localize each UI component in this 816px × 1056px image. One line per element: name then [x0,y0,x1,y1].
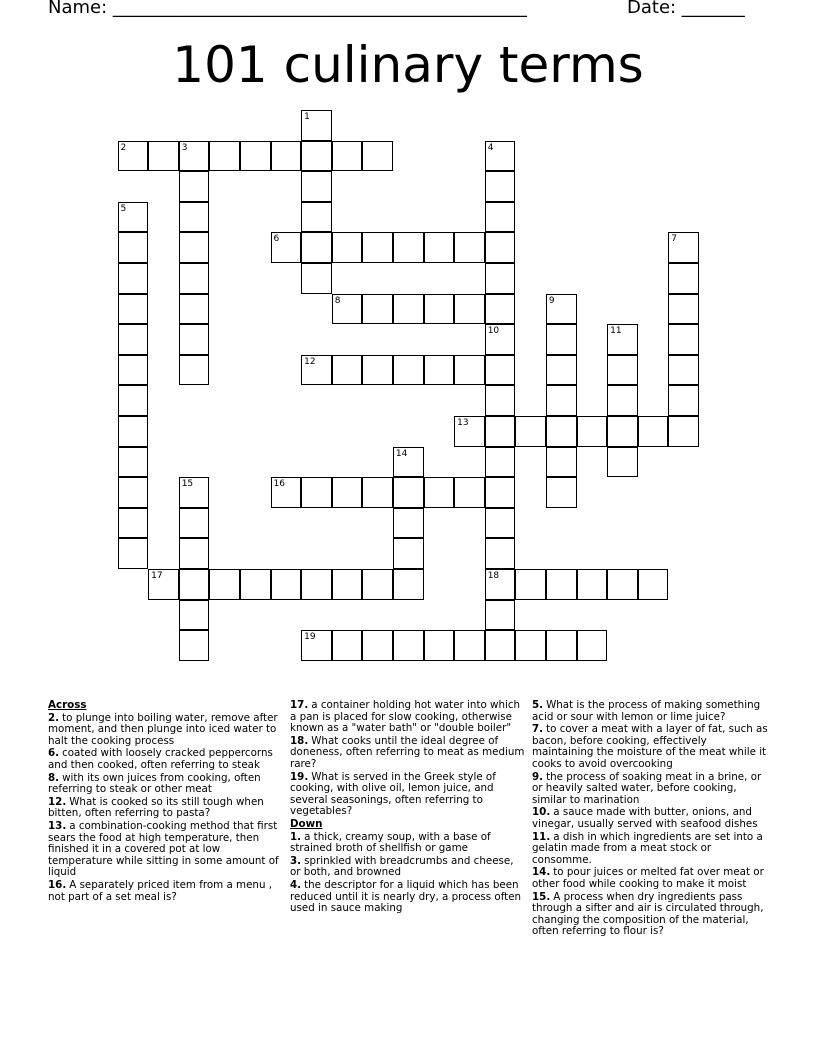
clues-column-3 [532,700,768,939]
clue-number: 13 [457,418,469,428]
clue-down-7: 7. to cover a meat with a layer of fat, such as bacon, before cooking, effectively maintaining the moisture of the meat while it cooks to avoid overcooking [532,723,768,770]
clue-down-9: 9. the process of soaking meat in a brine, or or heavily salted water, before cooking, similar to marination [532,770,762,806]
grid-cell[interactable] [271,141,302,172]
grid-cell[interactable] [546,355,577,386]
name-field[interactable]: Name: ______________________________________________ [48,0,527,18]
grid-cell[interactable] [393,355,424,386]
grid-cell[interactable] [485,416,516,447]
grid-cell[interactable] [668,355,699,386]
grid-cell[interactable] [362,569,393,600]
clue-down-4: 4. the descriptor for a liquid which has been reduced until it is nearly dry, a process often used in sauce making [290,878,522,915]
clue-across-6: 6. coated with loosely cracked peppercorns and then cooked, often referring to steak [48,747,273,771]
grid-cell[interactable] [485,630,516,661]
grid-cell[interactable] [118,416,149,447]
grid-cell[interactable] [179,202,210,233]
grid-cell[interactable] [332,630,363,661]
grid-cell[interactable] [668,263,699,294]
grid-cell[interactable] [546,294,577,325]
grid-cell[interactable] [332,569,363,600]
grid-cell[interactable] [301,110,332,141]
grid-cell[interactable] [332,294,363,325]
clue-number: 9 [548,295,555,306]
grid-cell[interactable] [179,569,210,600]
grid-cell[interactable] [454,630,485,661]
grid-cell[interactable] [179,355,210,386]
clue-across-12: 12. What is cooked so its still tough when bitten, often referring to pasta? [48,795,264,820]
grid-cell[interactable] [607,385,638,416]
grid-cell[interactable] [118,508,149,539]
grid-cell[interactable] [485,385,516,416]
grid-cell[interactable] [179,600,210,631]
grid-cell[interactable] [546,385,577,416]
grid-cell[interactable] [118,263,149,294]
grid-cell[interactable] [454,416,485,447]
across-heading: Across [48,699,87,711]
clue-number: 1 [304,112,310,122]
grid-cell[interactable] [485,447,516,478]
grid-cell[interactable] [485,508,516,539]
clue-number: 7 [671,234,678,245]
grid-cell[interactable] [209,569,240,600]
clue-across-17: 17. a container holding hot water into which a pan is placed for slow cooking, otherwise known as a "water bath" or "double boiler" [290,699,521,735]
clue-across-16: 16. A separately priced item from a menu , not part of a set meal is? [48,878,273,903]
grid-cell[interactable] [240,569,271,600]
grid-cell[interactable] [179,477,210,508]
grid-cell[interactable] [118,477,149,508]
grid-cell[interactable] [668,416,699,447]
grid-cell[interactable] [301,477,332,508]
grid-cell[interactable] [546,324,577,355]
grid-cell[interactable] [607,569,638,600]
grid-cell[interactable] [607,416,638,447]
clue-number: 16 [273,479,285,490]
grid-cell[interactable] [424,355,455,386]
clue-number: 15 [181,479,194,490]
grid-cell[interactable] [179,263,210,294]
grid-cell[interactable] [485,202,516,233]
grid-cell[interactable] [393,477,424,508]
grid-cell[interactable] [485,477,516,508]
grid-cell[interactable] [668,324,699,355]
grid-cell[interactable] [393,232,424,263]
grid-cell[interactable] [362,477,393,508]
grid-cell[interactable] [393,630,424,661]
grid-cell[interactable] [118,355,149,386]
grid-cell[interactable] [179,171,210,202]
clue-number: 11 [610,326,622,337]
grid-cell[interactable] [179,232,210,263]
grid-cell[interactable] [424,477,455,508]
grid-cell[interactable] [271,232,302,263]
grid-cell[interactable] [393,569,424,600]
grid-cell[interactable] [362,355,393,386]
grid-cell[interactable] [515,630,546,661]
grid-cell[interactable] [118,324,149,355]
grid-cell[interactable] [179,324,210,355]
clue-number: 17 [151,571,163,581]
grid-cell[interactable] [546,569,577,600]
clue-across-2: 2. to plunge into boiling water, remove after moment, and then plunge into iced water to halt the cooking process [48,711,278,747]
grid-cell[interactable] [577,630,608,661]
grid-cell[interactable] [393,538,424,569]
grid-cell[interactable] [485,324,516,355]
clue-down-1: 1. a thick, creamy soup, with a base of strained broth of shellfish or game [290,830,491,855]
grid-cell[interactable] [118,141,149,172]
grid-cell[interactable] [668,232,699,263]
grid-cell[interactable] [301,232,332,263]
grid-cell[interactable] [454,232,485,263]
grid-cell[interactable] [179,630,210,661]
grid-cell[interactable] [362,630,393,661]
grid-cell[interactable] [607,324,638,355]
clue-number: 8 [334,295,341,306]
grid-cell[interactable] [454,355,485,386]
grid-cell[interactable] [332,141,363,172]
clue-number: 14 [395,448,408,459]
clue-number: 10 [487,326,500,337]
clue-down-10: 10. a sauce made with butter, onions, and vinegar, usually served with seafood dishes [532,806,758,830]
grid-cell[interactable] [332,355,363,386]
grid-cell[interactable] [118,538,149,569]
grid-cell[interactable] [424,294,455,325]
grid-cell[interactable] [485,232,516,263]
clues-column-1 [48,700,284,904]
grid-cell[interactable] [301,630,332,661]
grid-cell[interactable] [118,202,149,233]
grid-cell[interactable] [271,477,302,508]
grid-cell[interactable] [485,600,516,631]
clue-number: 5 [120,203,127,214]
grid-cell[interactable] [362,232,393,263]
grid-cell[interactable] [546,630,577,661]
grid-cell[interactable] [179,141,210,172]
clue-down-5: 5. What is the process of making something acid or sour with lemon or lime juice? [532,699,761,723]
clue-number: 2 [120,142,127,153]
grid-cell[interactable] [240,141,271,172]
grid-cell[interactable] [454,477,485,508]
grid-cell[interactable] [424,232,455,263]
grid-cell[interactable] [485,263,516,294]
grid-cell[interactable] [546,477,577,508]
clue-across-13: 13. a combination-cooking method that first sears the food at high temperature, then finished it in a covered pot at low temperature while sitting in some amount of liquid [48,819,279,879]
grid-cell[interactable] [148,141,179,172]
grid-cell[interactable] [179,508,210,539]
grid-cell[interactable] [118,385,149,416]
grid-cell[interactable] [424,630,455,661]
clue-number: 19 [304,632,316,643]
grid-cell[interactable] [515,416,546,447]
grid-cell[interactable] [515,569,546,600]
grid-cell[interactable] [577,569,608,600]
grid-cell[interactable] [362,141,393,172]
grid-cell[interactable] [209,141,240,172]
clue-across-19: 19. What is served in the Greek style of cooking, with olive oil, lemon juice, and several seasonings, often referring to vegetables? [290,770,496,818]
grid-cell[interactable] [638,569,669,600]
grid-cell[interactable] [577,416,608,447]
clue-down-11: 11. a dish in which ingredients are set into a gelatin made from a meat stock or consomme. [532,830,763,866]
grid-cell[interactable] [546,416,577,447]
clue-number: 4 [487,142,494,153]
grid-cell[interactable] [485,538,516,569]
grid-cell[interactable] [271,569,302,600]
grid-cell[interactable] [179,538,210,569]
clue-down-14: 14. to pour juices or melted fat over meat or other food while cooking to make it moist [532,866,764,890]
grid-cell[interactable] [393,294,424,325]
grid-cell[interactable] [179,294,210,325]
grid-cell[interactable] [485,355,516,386]
grid-cell[interactable] [118,294,149,325]
clue-across-8: 8. with its own juices from cooking, often referring to steak or other meat [48,771,261,796]
grid-cell[interactable] [393,447,424,478]
clue-number: 18 [487,571,500,581]
grid-cell[interactable] [607,355,638,386]
grid-cell[interactable] [332,477,363,508]
grid-cell[interactable] [301,202,332,233]
clue-down-3: 3. sprinkled with breadcrumbs and cheese, or both, and browned [290,854,514,879]
grid-cell[interactable] [301,263,332,294]
grid-cell[interactable] [546,447,577,478]
clues-column-2 [290,700,526,916]
grid-cell[interactable] [362,294,393,325]
clue-number: 3 [181,142,188,153]
grid-cell[interactable] [301,355,332,386]
date-field[interactable]: Date: _______ [627,0,745,18]
grid-cell[interactable] [393,508,424,539]
page-title: 101 culinary terms [172,36,644,94]
grid-cell[interactable] [485,141,516,172]
clue-number: 12 [304,356,316,367]
grid-cell[interactable] [118,232,149,263]
clue-number: 6 [273,234,280,245]
grid-cell[interactable] [332,232,363,263]
down-heading: Down [290,817,323,830]
grid-cell[interactable] [301,569,332,600]
grid-cell[interactable] [638,416,669,447]
clue-across-18: 18. What cooks until the ideal degree of doneness, often referring to meat as medium rare? [290,734,525,770]
clue-down-15: 15. A process when dry ingredients pass through a sifter and air is circulated through, changing the composition of the material, often referring to flour is? [532,890,764,938]
grid-cell[interactable] [607,447,638,478]
grid-cell[interactable] [301,141,332,172]
grid-cell[interactable] [485,294,516,325]
grid-cell[interactable] [118,447,149,478]
grid-cell[interactable] [454,294,485,325]
grid-cell[interactable] [668,385,699,416]
grid-cell[interactable] [485,569,516,600]
grid-cell[interactable] [668,294,699,325]
grid-cell[interactable] [148,569,179,600]
grid-cell[interactable] [301,171,332,202]
grid-cell[interactable] [485,171,516,202]
